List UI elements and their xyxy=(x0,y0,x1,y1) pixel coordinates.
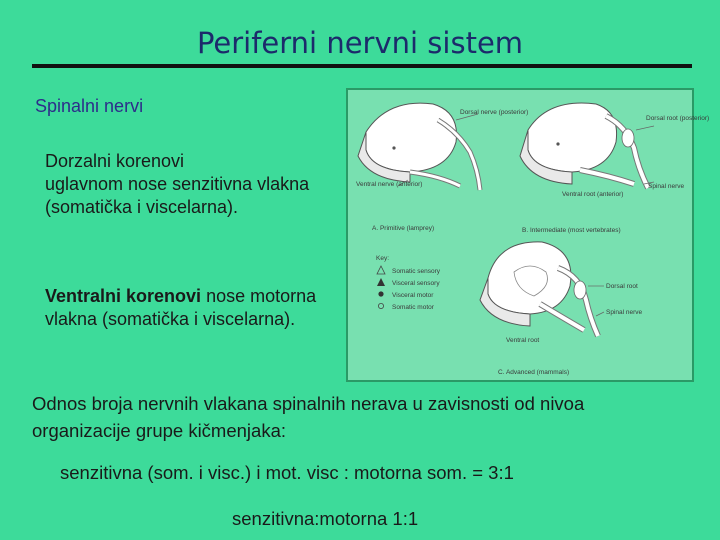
label-panel-b: B. Intermediate (most vertebrates) xyxy=(522,227,621,234)
ventral-roots-text: nose motorna vlakna (somatička i viscelarna). xyxy=(45,286,317,329)
spinal-nerve-diagram xyxy=(348,90,710,380)
dorsal-roots-term: Dorzalni korenovi xyxy=(45,151,185,171)
label-ventral-nerve: Ventral nerve (anterior) xyxy=(356,181,423,188)
label-spinal-nerve-b: Spinal nerve xyxy=(648,183,685,190)
label-ventral-root-b: Ventral root (anterior) xyxy=(562,191,624,198)
key-title: Key: xyxy=(376,255,390,262)
triangle-filled-icon xyxy=(377,278,385,286)
label-spinal-nerve-c: Spinal nerve xyxy=(606,309,643,316)
label-dorsal-root-c: Dorsal root xyxy=(606,283,638,290)
spinal-nerve-figure xyxy=(346,88,710,382)
ventral-roots-paragraph xyxy=(45,285,340,331)
panel-c-cord xyxy=(480,242,604,336)
ratio-line-2: senzitivna:motorna 1:1 xyxy=(232,508,419,529)
key-item-2: Visceral sensory xyxy=(392,280,440,287)
panel-a-cord xyxy=(358,103,480,190)
key-item-4: Somatic motor xyxy=(392,304,434,311)
ventral-roots-term: Ventralni korenovi xyxy=(45,286,202,306)
dot-outline-icon xyxy=(378,303,383,308)
label-ventral-root-c: Ventral root xyxy=(506,337,540,344)
triangle-outline-icon xyxy=(377,266,385,274)
figure-key xyxy=(376,255,441,311)
title-divider xyxy=(32,64,692,68)
dot-filled-icon xyxy=(378,291,383,296)
slide-title: Periferni nervni sistem xyxy=(196,26,524,60)
label-dorsal-root-b: Dorsal root (posterior) xyxy=(646,115,710,122)
label-panel-c: C. Advanced (mammals) xyxy=(498,369,570,376)
key-item-1: Somatic sensory xyxy=(392,268,441,275)
ratio-line-1: senzitivna (som. i visc.) i mot. visc : motorna som. = 3:1 xyxy=(60,462,514,483)
fiber-ratio-paragraph: Odnos broja nervnih vlakana spinalnih nerava u zavisnosti od nivoa organizacije grupe kičmenjaka: xyxy=(32,393,585,441)
slide-subtitle: Spinalni nervi xyxy=(35,96,144,116)
label-panel-a: A. Primitive (lamprey) xyxy=(372,225,435,232)
dorsal-roots-text: uglavnom nose senzitivna vlakna (somatička i viscelarna). xyxy=(45,174,310,217)
dorsal-roots-paragraph xyxy=(45,150,340,219)
key-item-3: Visceral motor xyxy=(392,292,434,299)
label-dorsal-nerve: Dorsal nerve (posterior) xyxy=(460,109,529,116)
panel-b-cord xyxy=(520,103,654,188)
